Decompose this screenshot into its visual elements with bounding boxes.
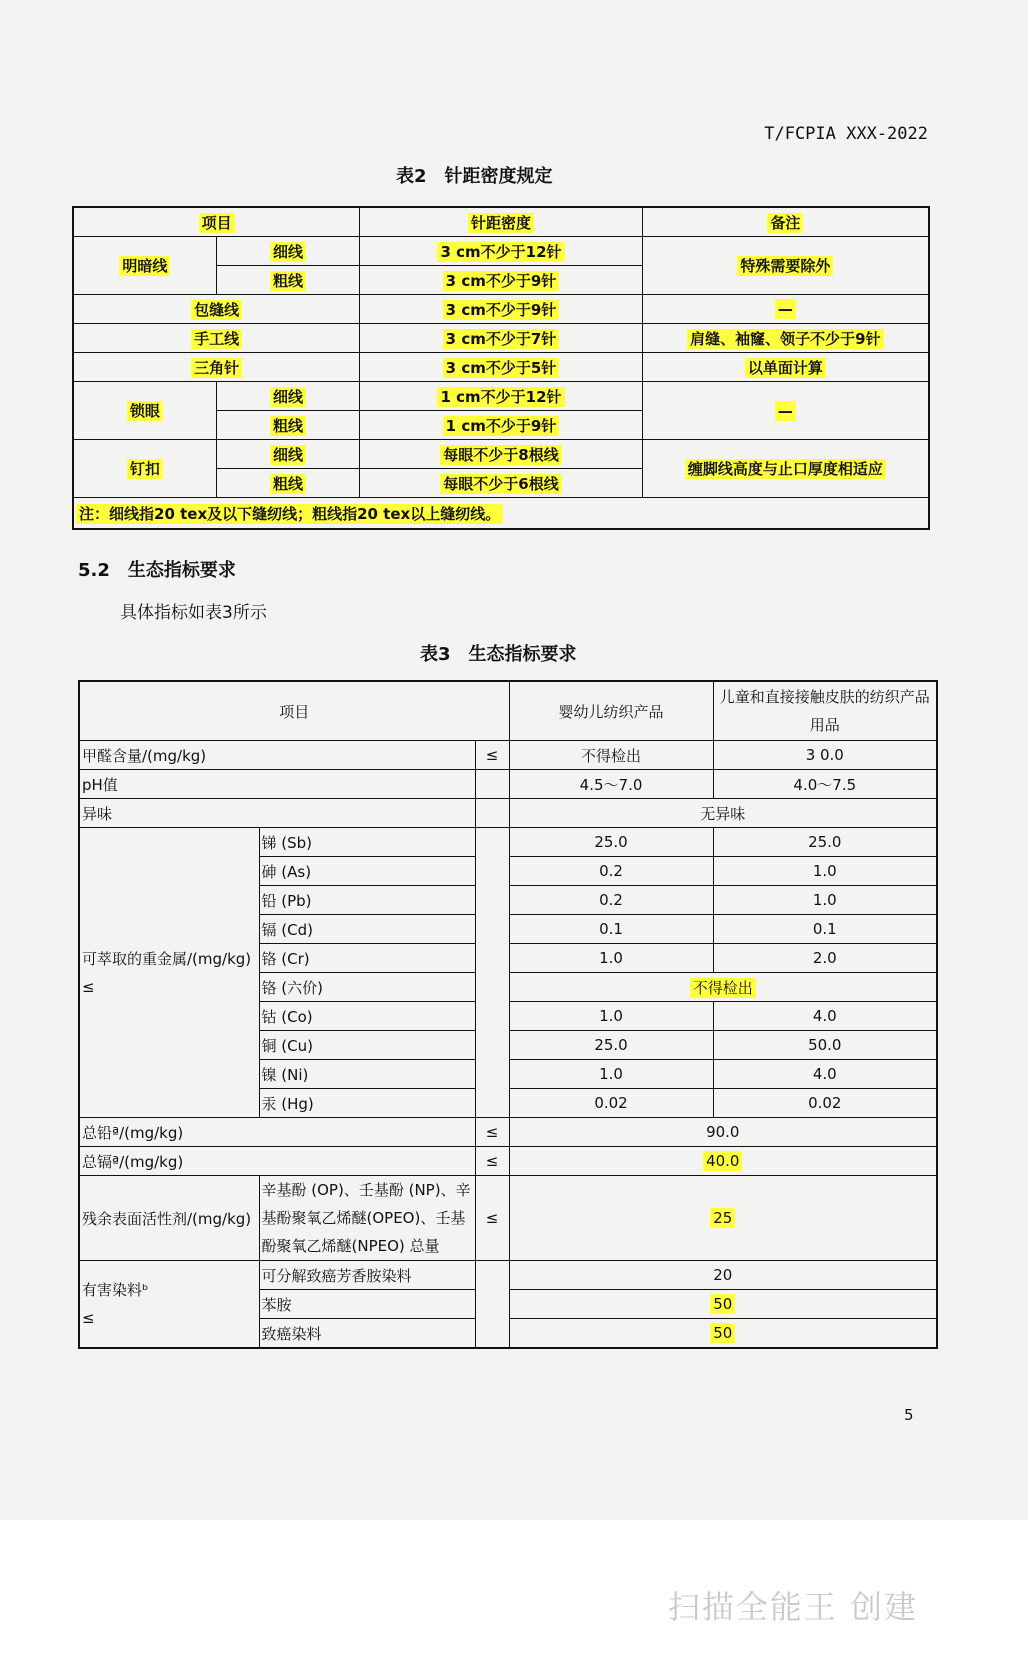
metal-name: 铅 (Pb) (259, 886, 475, 915)
dye-name: 苯胺 (259, 1290, 475, 1319)
child-value: 50.0 (713, 1031, 937, 1060)
item-label: 三角针 (191, 358, 242, 378)
item-label: 包缝线 (191, 300, 242, 320)
table2-title: 表2 针距密度规定 (396, 166, 553, 187)
sub-label: 细线 (270, 387, 306, 407)
metal-name: 锑 (Sb) (259, 828, 475, 857)
child-value: 3 0.0 (713, 741, 937, 770)
total-cadmium-label: 总镉ª/(mg/kg) (79, 1147, 475, 1176)
infant-value: 25.0 (509, 1031, 713, 1060)
note-value: 特殊需要除外 (737, 256, 833, 276)
surfactant-label: 残余表面活性剂/(mg/kg) (79, 1176, 259, 1261)
odor-value: 无异味 (509, 799, 937, 828)
density-value: 3 cm不少于12针 (437, 242, 564, 262)
odor-label: 异味 (79, 799, 475, 828)
infant-value: 4.5～7.0 (509, 770, 713, 799)
table-row (79, 1118, 937, 1147)
infant-value: 0.2 (509, 886, 713, 915)
total-cadmium-value: 40.0 (703, 1151, 742, 1171)
metal-name: 铬 (六价) (259, 973, 475, 1002)
header-item: 项目 (79, 681, 509, 741)
table-row (73, 295, 929, 324)
infant-value: 1.0 (509, 944, 713, 973)
child-value: 0.02 (713, 1089, 937, 1118)
table-row (79, 741, 937, 770)
le-symbol: ≤ (475, 741, 509, 770)
density-value: 3 cm不少于9针 (443, 271, 560, 291)
table-row (73, 382, 929, 411)
child-value: 0.1 (713, 915, 937, 944)
total-lead-label: 总铅ª/(mg/kg) (79, 1118, 475, 1147)
document-number: T/FCPIA XXX-2022 (764, 124, 928, 144)
table-row (73, 237, 929, 266)
child-value: 4.0～7.5 (713, 770, 937, 799)
note-value: 缠脚线高度与止口厚度相适应 (685, 459, 886, 479)
sub-label: 细线 (270, 242, 306, 262)
child-value: 2.0 (713, 944, 937, 973)
section-text: 具体指标如表3所示 (120, 603, 267, 623)
header-infant: 婴幼儿纺织产品 (509, 681, 713, 741)
density-value: 每眼不少于6根线 (440, 474, 561, 494)
table-row (73, 498, 929, 530)
table-row (79, 799, 937, 828)
metal-name: 铬 (Cr) (259, 944, 475, 973)
infant-value: 0.02 (509, 1089, 713, 1118)
note-value: 以单面计算 (745, 358, 826, 378)
density-value: 3 cm不少于7针 (443, 329, 560, 349)
note-value: — (775, 401, 796, 421)
table-row (79, 1261, 937, 1290)
dye-value: 50 (710, 1294, 735, 1314)
note-value: 肩缝、袖窿、领子不少于9针 (687, 329, 883, 349)
le-symbol: ≤ (475, 1176, 509, 1261)
le-symbol: ≤ (475, 1118, 509, 1147)
header-density: 针距密度 (468, 213, 534, 233)
infant-value: 0.2 (509, 857, 713, 886)
dyes-label: 有害染料ᵇ (82, 1281, 149, 1299)
table-row (79, 828, 937, 857)
header-child: 儿童和直接接触皮肤的纺织产品用品 (713, 681, 937, 741)
infant-value: 不得检出 (509, 741, 713, 770)
metal-name: 镉 (Cd) (259, 915, 475, 944)
dyes-group (79, 1261, 259, 1349)
sub-label: 细线 (270, 445, 306, 465)
table2-footnote: 注：细线指20 tex及以下缝纫线；粗线指20 tex以上缝纫线。 (76, 504, 503, 524)
infant-value: 1.0 (509, 1060, 713, 1089)
infant-value: 1.0 (509, 1002, 713, 1031)
metal-name: 汞 (Hg) (259, 1089, 475, 1118)
sub-label: 粗线 (270, 416, 306, 436)
density-value: 1 cm不少于9针 (443, 416, 560, 436)
infant-value: 25.0 (509, 828, 713, 857)
surfactant-value: 25 (710, 1208, 735, 1228)
table-row (73, 440, 929, 469)
heavy-metal-group (79, 828, 259, 1118)
heavy-metal-label: 可萃取的重金属/(mg/kg) (82, 949, 252, 968)
stitch-density-table (72, 206, 930, 530)
metal-name: 钴 (Co) (259, 1002, 475, 1031)
metal-name: 铜 (Cu) (259, 1031, 475, 1060)
density-value: 3 cm不少于9针 (443, 300, 560, 320)
page-number: 5 (904, 1406, 914, 1424)
ph-label: pH值 (79, 770, 475, 799)
note-value: — (775, 299, 796, 319)
group-label: 钉扣 (127, 459, 163, 479)
table3-title: 表3 生态指标要求 (420, 644, 577, 665)
dye-value: 50 (710, 1323, 735, 1343)
infant-value: 0.1 (509, 915, 713, 944)
dye-name: 可分解致癌芳香胺染料 (259, 1261, 475, 1290)
sub-label: 粗线 (270, 271, 306, 291)
eco-index-table (78, 680, 938, 1349)
table-row (79, 681, 937, 741)
table-row (79, 770, 937, 799)
metal-name: 镍 (Ni) (259, 1060, 475, 1089)
group-label: 明暗线 (119, 256, 170, 276)
group-label: 锁眼 (127, 401, 163, 421)
child-value: 4.0 (713, 1002, 937, 1031)
dye-name: 致癌染料 (259, 1319, 475, 1349)
metal-name: 砷 (As) (259, 857, 475, 886)
sub-label: 粗线 (270, 474, 306, 494)
scanner-watermark: 扫描全能王 创建 (667, 1588, 918, 1626)
child-value: 1.0 (713, 857, 937, 886)
le-symbol: ≤ (82, 977, 95, 996)
total-lead-value: 90.0 (509, 1118, 937, 1147)
density-value: 每眼不少于8根线 (440, 445, 561, 465)
table-row (79, 1147, 937, 1176)
header-note: 备注 (767, 213, 803, 233)
header-item: 项目 (199, 213, 235, 233)
density-value: 3 cm不少于5针 (443, 358, 560, 378)
le-symbol: ≤ (475, 1147, 509, 1176)
child-value: 4.0 (713, 1060, 937, 1089)
le-symbol: ≤ (82, 1309, 95, 1327)
table-row (79, 1176, 937, 1261)
item-label: 手工线 (191, 329, 242, 349)
table-row (73, 353, 929, 382)
table-row (73, 207, 929, 237)
surfactant-desc: 辛基酚 (OP)、壬基酚 (NP)、辛基酚聚氧乙烯醚(OPEO)、壬基酚聚氧乙烯醚(NPEO) 总量 (259, 1176, 475, 1261)
child-value: 1.0 (713, 886, 937, 915)
density-value: 1 cm不少于12针 (437, 387, 564, 407)
table-row (73, 324, 929, 353)
section-heading: 5.2 生态指标要求 (78, 560, 236, 581)
child-value: 25.0 (713, 828, 937, 857)
formaldehyde-label: 甲醛含量/(mg/kg) (79, 741, 475, 770)
dye-value: 20 (509, 1261, 937, 1290)
cr6-value: 不得检出 (690, 978, 756, 998)
